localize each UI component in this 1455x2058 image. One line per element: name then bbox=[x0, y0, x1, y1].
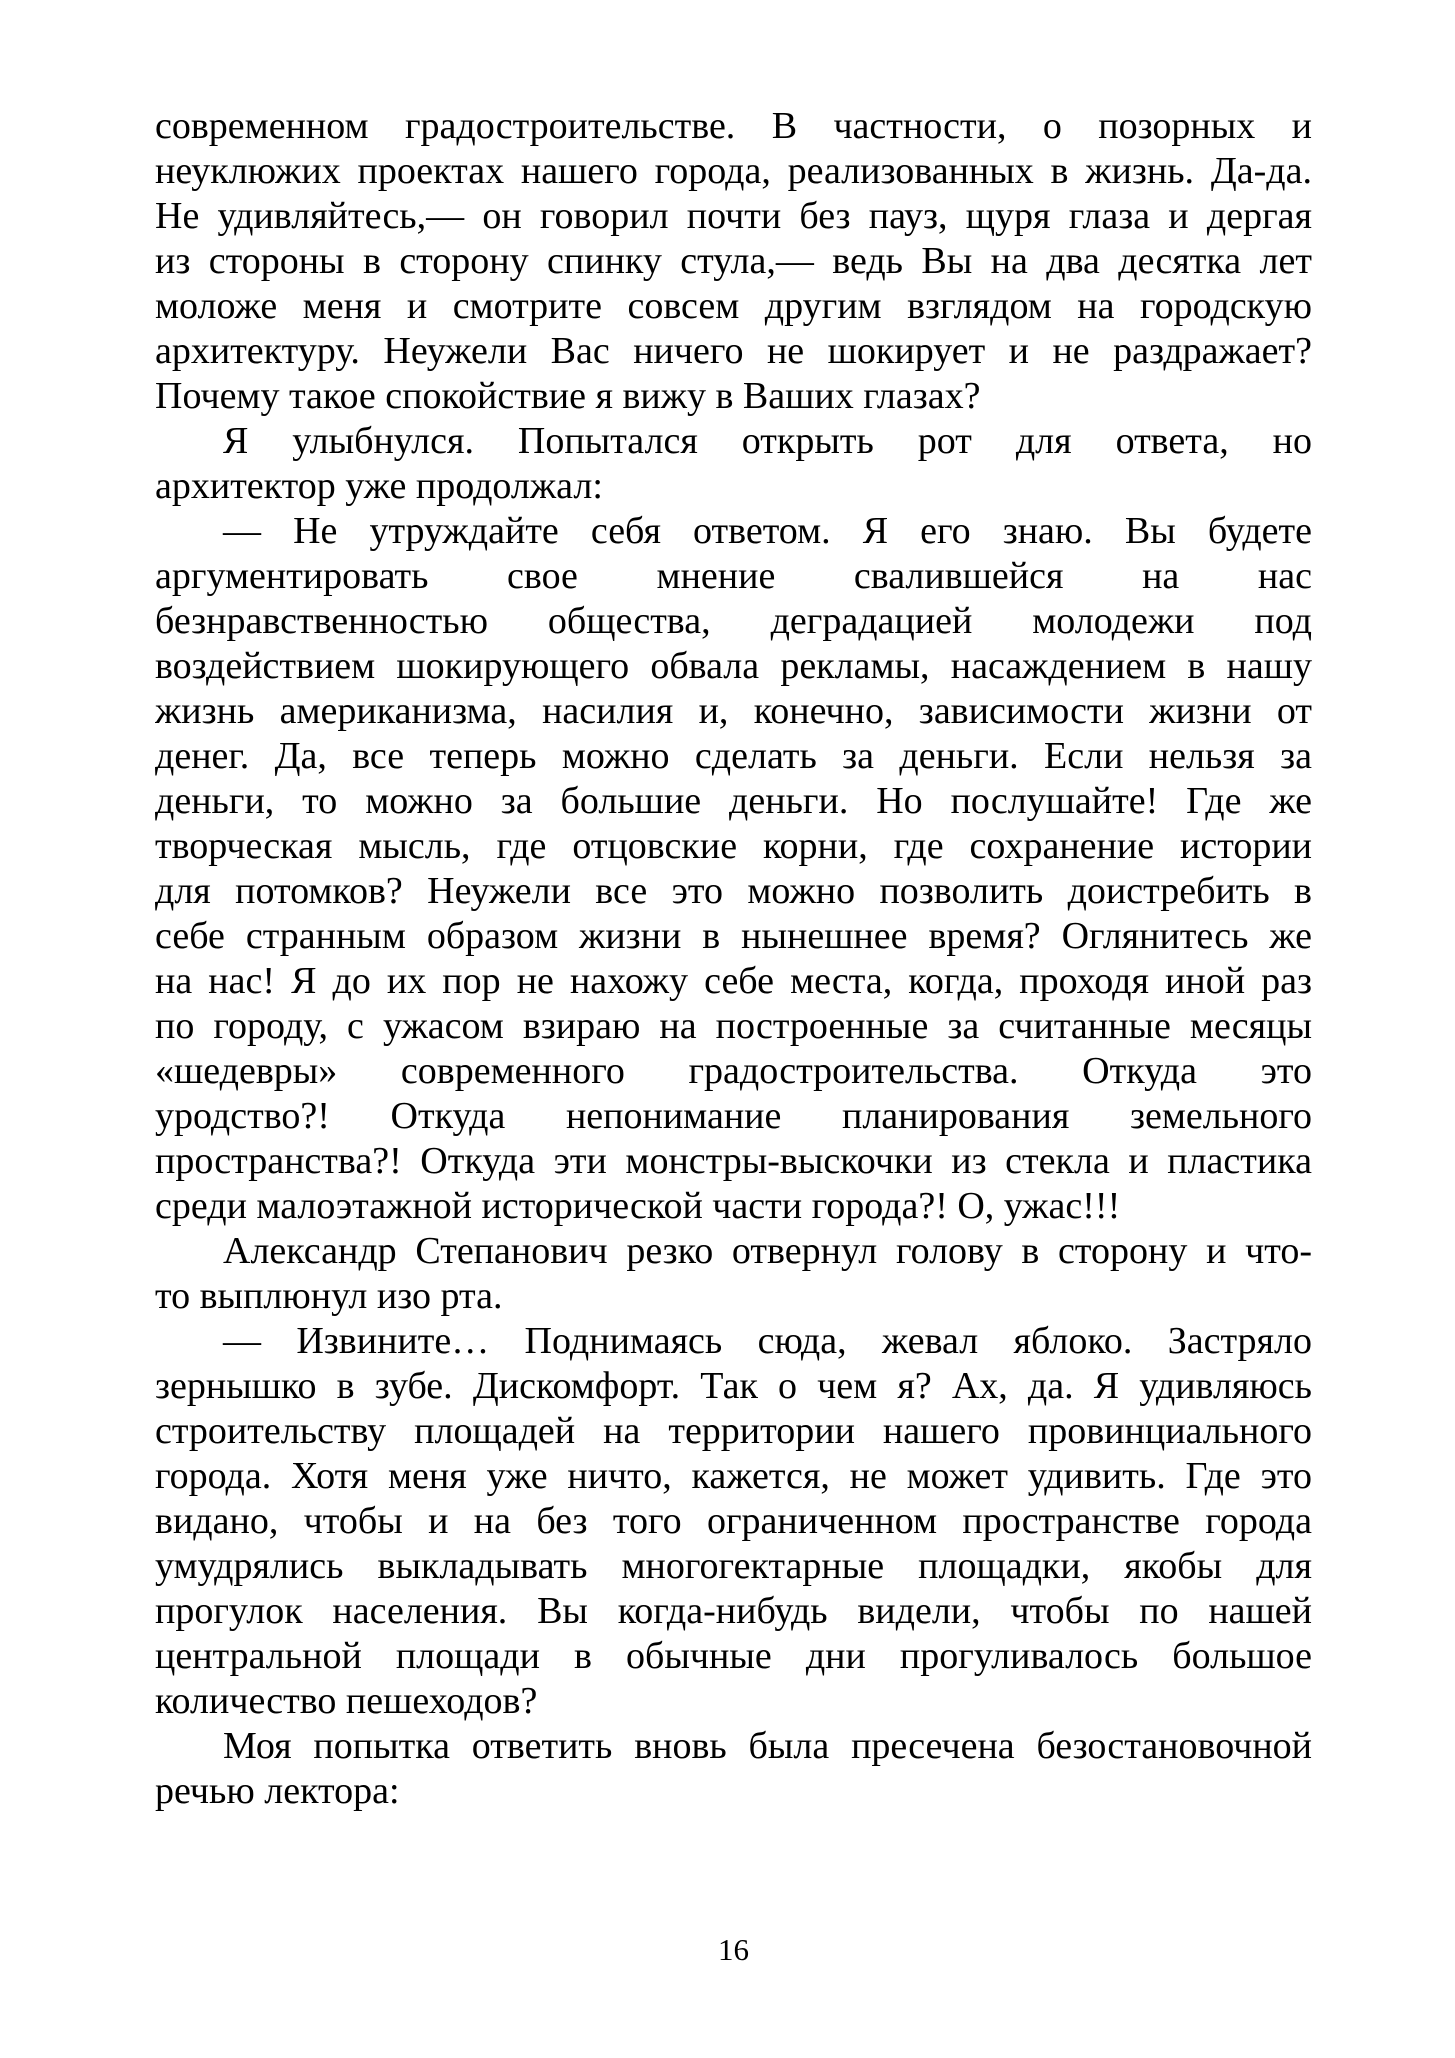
text-line: зернышко в зубе. Дискомфорт. Так о чем я? Ах, да. Я удивляюсь bbox=[155, 1365, 1312, 1407]
text-line: творческая мысль, где отцовские корни, где сохранение истории bbox=[155, 825, 1312, 867]
text-line: центральной площади в обычные дни прогуливалось большое bbox=[155, 1635, 1312, 1677]
text-line: пространства?! Откуда эти монстры-выскочки из стекла и пластика bbox=[155, 1140, 1312, 1182]
text-line: — Не утруждайте себя ответом. Я его знаю. Вы будете bbox=[223, 510, 1312, 552]
text-line: деньги, то можно за большие деньги. Но послушайте! Где же bbox=[155, 780, 1312, 822]
text-line: неуклюжих проектах нашего города, реализованных в жизнь. Да-да. bbox=[155, 150, 1312, 192]
text-line: архитектор уже продолжал: bbox=[155, 465, 603, 507]
text-line: по городу, с ужасом взираю на построенные за считанные месяцы bbox=[155, 1005, 1312, 1047]
text-line: видано, чтобы и на без того ограниченном пространстве города bbox=[155, 1500, 1312, 1542]
text-line: архитектуру. Неужели Вас ничего не шокирует и не раздражает? bbox=[155, 330, 1312, 372]
text-line: современном градостроительстве. В частности, о позорных и bbox=[155, 105, 1312, 147]
text-line: денег. Да, все теперь можно сделать за деньги. Если нельзя за bbox=[155, 735, 1312, 777]
text-line: моложе меня и смотрите совсем другим взглядом на городскую bbox=[155, 285, 1312, 327]
text-line: строительству площадей на территории нашего провинциального bbox=[155, 1410, 1312, 1452]
text-line: то выплюнул изо рта. bbox=[155, 1275, 503, 1317]
text-line: аргументировать свое мнение свалившейся на нас bbox=[155, 555, 1312, 597]
text-block bbox=[155, 104, 1312, 1814]
text-line: Я улыбнулся. Попытался открыть рот для ответа, но bbox=[223, 420, 1312, 462]
text-line: «шедевры» современного градостроительства. Откуда это bbox=[155, 1050, 1312, 1092]
text-line: — Извините… Поднимаясь сюда, жевал яблоко. Застряло bbox=[223, 1320, 1312, 1362]
text-line: Александр Степанович резко отвернул голову в сторону и что- bbox=[223, 1230, 1312, 1272]
text-line: уродство?! Откуда непонимание планирования земельного bbox=[155, 1095, 1312, 1137]
text-line: количество пешеходов? bbox=[155, 1680, 538, 1722]
text-line: города. Хотя меня уже ничто, кажется, не может удивить. Где это bbox=[155, 1455, 1312, 1497]
text-line: Не удивляйтесь,— он говорил почти без пауз, щуря глаза и дергая bbox=[155, 195, 1312, 237]
page-number: 16 bbox=[718, 1932, 749, 1967]
text-line: умудрялись выкладывать многогектарные площадки, якобы для bbox=[155, 1545, 1312, 1587]
text-line: прогулок населения. Вы когда-нибудь видели, чтобы по нашей bbox=[155, 1590, 1312, 1632]
text-line: жизнь американизма, насилия и, конечно, зависимости жизни от bbox=[155, 690, 1312, 732]
text-line: Моя попытка ответить вновь была пресечена безостановочной bbox=[223, 1725, 1312, 1767]
text-line: безнравственностью общества, деградацией молодежи под bbox=[155, 600, 1312, 642]
text-line: речью лектора: bbox=[155, 1770, 400, 1812]
text-line: себе странным образом жизни в нынешнее время? Оглянитесь же bbox=[155, 915, 1312, 957]
text-line: Почему такое спокойствие я вижу в Ваших глазах? bbox=[155, 375, 981, 417]
text-line: среди малоэтажной исторической части города?! О, ужас!!! bbox=[155, 1185, 1121, 1227]
text-line: воздействием шокирующего обвала рекламы, насаждением в нашу bbox=[155, 645, 1312, 687]
text-line: на нас! Я до их пор не нахожу себе места, когда, проходя иной раз bbox=[155, 960, 1312, 1002]
text-line: для потомков? Неужели все это можно позволить доистребить в bbox=[155, 870, 1312, 912]
text-line: из стороны в сторону спинку стула,— ведь Вы на два десятка лет bbox=[155, 240, 1312, 282]
